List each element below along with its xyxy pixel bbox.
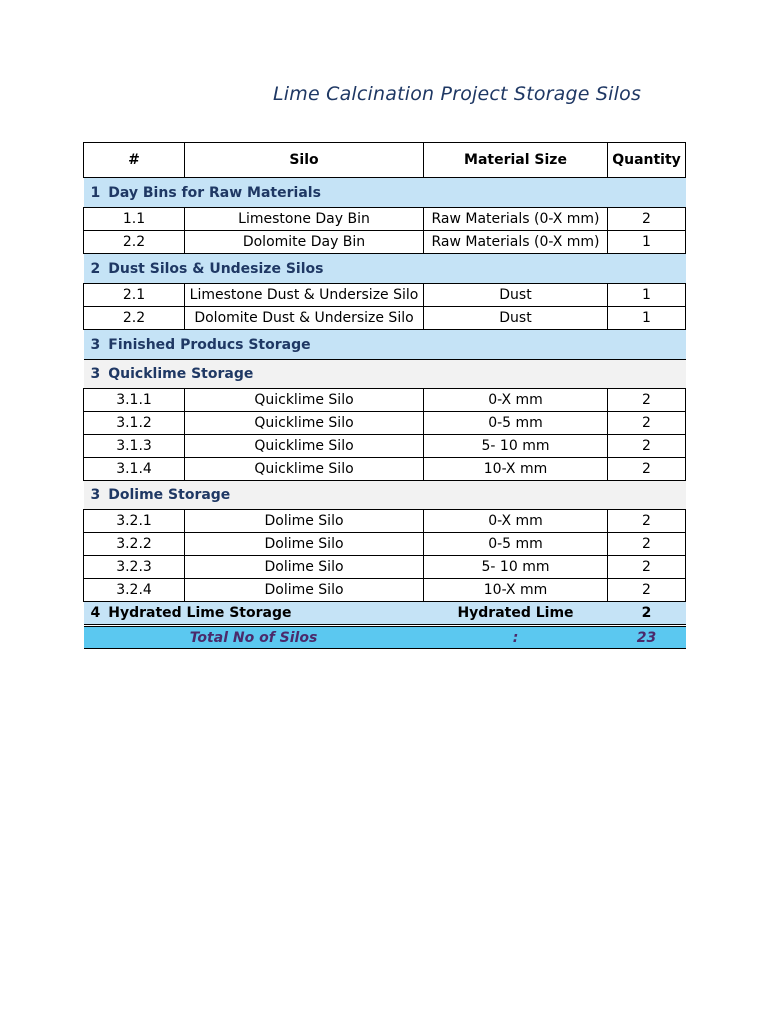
row-silo: Limestone Day Bin	[185, 208, 424, 231]
row-material-size: 0-5 mm	[424, 533, 608, 556]
section-title: 4 Hydrated Lime Storage	[84, 602, 424, 626]
row-quantity: 2	[608, 510, 686, 533]
hydrated-material-size: Hydrated Lime	[424, 602, 608, 626]
row-quantity: 2	[608, 412, 686, 435]
table-row	[84, 435, 686, 458]
header-row	[84, 143, 686, 178]
row-number: 3.1.1	[84, 389, 185, 412]
page-title: Lime Calcination Project Storage Silos	[273, 83, 642, 105]
table-row	[84, 556, 686, 579]
row-material-size: 10-X mm	[424, 579, 608, 602]
section-title: 3 Finished Producs Storage	[84, 330, 686, 360]
row-material-size: Dust	[424, 307, 608, 330]
row-quantity: 2	[608, 556, 686, 579]
row-silo: Quicklime Silo	[185, 435, 424, 458]
row-material-size: 0-X mm	[424, 510, 608, 533]
table-row	[84, 412, 686, 435]
table-row	[84, 458, 686, 481]
section-title: 3 Dolime Storage	[84, 481, 686, 510]
section-dolime	[84, 481, 686, 510]
row-material-size: Dust	[424, 284, 608, 307]
table-row	[84, 389, 686, 412]
total-separator: :	[424, 626, 608, 649]
silo-table	[83, 142, 686, 649]
row-silo: Quicklime Silo	[185, 389, 424, 412]
row-silo: Dolomite Day Bin	[185, 231, 424, 254]
section-day-bins	[84, 178, 686, 208]
row-quantity: 2	[608, 208, 686, 231]
row-quantity: 1	[608, 307, 686, 330]
row-silo: Dolime Silo	[185, 533, 424, 556]
row-number: 3.2.3	[84, 556, 185, 579]
header-number: #	[84, 143, 185, 178]
section-finished-products	[84, 330, 686, 360]
row-number: 2.2	[84, 231, 185, 254]
row-quantity: 2	[608, 435, 686, 458]
row-silo: Dolime Silo	[185, 510, 424, 533]
row-silo: Quicklime Silo	[185, 458, 424, 481]
row-material-size: Raw Materials (0-X mm)	[424, 208, 608, 231]
section-title: 3 Quicklime Storage	[84, 360, 686, 389]
row-material-size: 5- 10 mm	[424, 556, 608, 579]
row-silo: Limestone Dust & Undersize Silo	[185, 284, 424, 307]
row-number: 3.1.2	[84, 412, 185, 435]
row-material-size: 5- 10 mm	[424, 435, 608, 458]
row-number: 3.2.2	[84, 533, 185, 556]
total-row	[84, 626, 686, 649]
row-silo: Dolomite Dust & Undersize Silo	[185, 307, 424, 330]
section-title: 1 Day Bins for Raw Materials	[84, 178, 686, 208]
total-value: 23	[608, 626, 686, 649]
row-silo: Quicklime Silo	[185, 412, 424, 435]
row-material-size: Raw Materials (0-X mm)	[424, 231, 608, 254]
row-silo: Dolime Silo	[185, 579, 424, 602]
total-label: Total No of Silos	[84, 626, 424, 649]
row-number: 3.2.1	[84, 510, 185, 533]
row-number: 2.2	[84, 307, 185, 330]
section-quicklime	[84, 360, 686, 389]
hydrated-quantity: 2	[608, 602, 686, 626]
row-number: 3.1.3	[84, 435, 185, 458]
row-quantity: 2	[608, 579, 686, 602]
header-material-size: Material Size	[424, 143, 608, 178]
row-number: 3.2.4	[84, 579, 185, 602]
table-row	[84, 284, 686, 307]
header-silo: Silo	[185, 143, 424, 178]
row-quantity: 2	[608, 389, 686, 412]
row-material-size: 0-X mm	[424, 389, 608, 412]
row-number: 2.1	[84, 284, 185, 307]
row-material-size: 0-5 mm	[424, 412, 608, 435]
row-quantity: 2	[608, 533, 686, 556]
section-title: 2 Dust Silos & Undesize Silos	[84, 254, 686, 284]
row-silo: Dolime Silo	[185, 556, 424, 579]
section-hydrated-lime	[84, 602, 686, 626]
row-quantity: 2	[608, 458, 686, 481]
row-quantity: 1	[608, 284, 686, 307]
table-row	[84, 231, 686, 254]
row-quantity: 1	[608, 231, 686, 254]
header-quantity: Quantity	[608, 143, 686, 178]
table-row	[84, 533, 686, 556]
row-number: 1.1	[84, 208, 185, 231]
table-row	[84, 510, 686, 533]
table-row	[84, 579, 686, 602]
section-dust-silos	[84, 254, 686, 284]
row-number: 3.1.4	[84, 458, 185, 481]
table-row	[84, 307, 686, 330]
row-material-size: 10-X mm	[424, 458, 608, 481]
table-row	[84, 208, 686, 231]
